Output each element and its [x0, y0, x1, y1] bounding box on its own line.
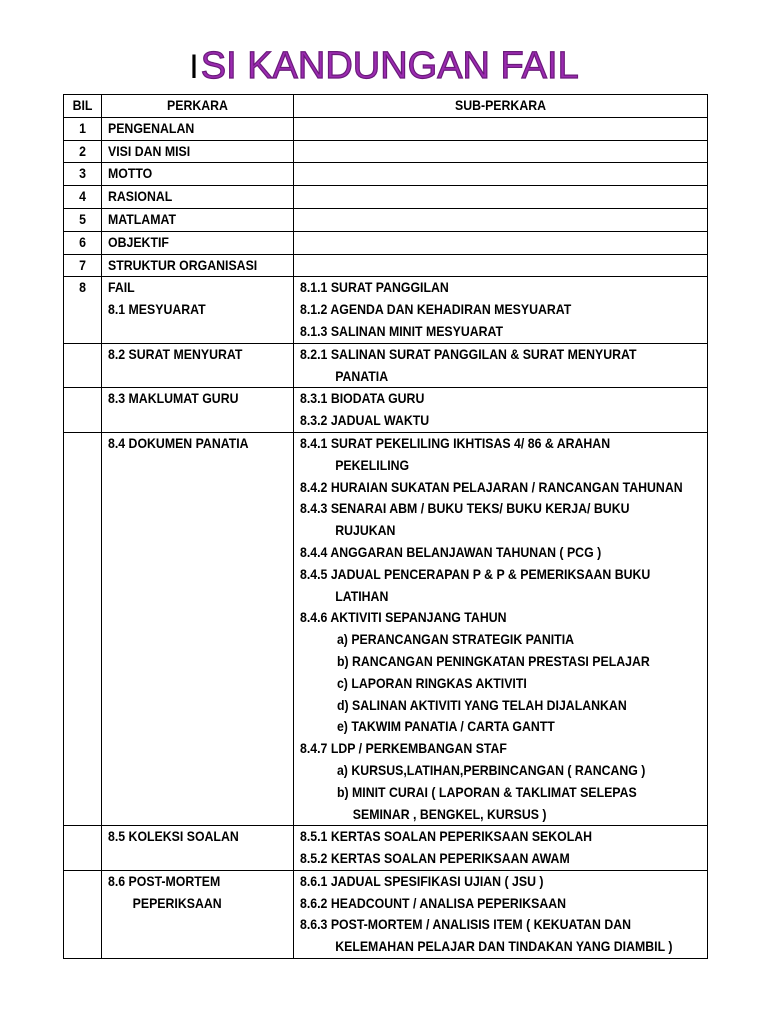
- bil-cell: 2: [64, 140, 102, 163]
- bil-cell: 3: [64, 163, 102, 186]
- perkara-cell: 8.4 DOKUMEN PANATIA: [102, 432, 294, 825]
- header-bil: BIL: [64, 95, 102, 118]
- table-row-surat-menyurat: [64, 343, 708, 388]
- sub-perkara-cell: [294, 231, 708, 254]
- sub-perkara-cell: 8.5.1 KERTAS SOALAN PEPERIKSAAN SEKOLAH 8.5.2 KERTAS SOALAN PEPERIKSAAN AWAM: [294, 826, 708, 871]
- perkara-cell: STRUKTUR ORGANISASI: [102, 254, 294, 277]
- table-row-dokumen-panatia: [64, 432, 708, 825]
- header-sub-perkara: SUB-PERKARA: [294, 95, 708, 118]
- bil-cell: [64, 432, 102, 825]
- table-row-fail-mesyuarat: [64, 277, 708, 343]
- bil-cell: [64, 388, 102, 433]
- perkara-cell: RASIONAL: [102, 186, 294, 209]
- bil-cell: 1: [64, 117, 102, 140]
- perkara-cell: 8.6 POST-MORTEM PEPERIKSAAN: [102, 870, 294, 958]
- bil-cell: [64, 826, 102, 871]
- bil-cell: 7: [64, 254, 102, 277]
- table-row: [64, 231, 708, 254]
- title-text: SI KANDUNGAN FAIL: [200, 45, 579, 87]
- table-row: [64, 208, 708, 231]
- perkara-cell: PENGENALAN: [102, 117, 294, 140]
- sub-perkara-cell: [294, 117, 708, 140]
- bil-cell: [64, 870, 102, 958]
- title-first-letter: I: [189, 48, 199, 86]
- bil-cell: 8: [64, 277, 102, 343]
- sub-perkara-cell: 8.1.1 SURAT PANGGILAN 8.1.2 AGENDA DAN KEHADIRAN MESYUARAT 8.1.3 SALINAN MINIT MESYUARAT: [294, 277, 708, 343]
- sub-perkara-cell: [294, 163, 708, 186]
- table-row: [64, 254, 708, 277]
- perkara-cell: MATLAMAT: [102, 208, 294, 231]
- header-row: [64, 95, 708, 118]
- table-row: [64, 117, 708, 140]
- bil-cell: 5: [64, 208, 102, 231]
- sub-perkara-cell: 8.3.1 BIODATA GURU 8.3.2 JADUAL WAKTU: [294, 388, 708, 433]
- perkara-cell: MOTTO: [102, 163, 294, 186]
- perkara-cell: VISI DAN MISI: [102, 140, 294, 163]
- perkara-cell: OBJEKTIF: [102, 231, 294, 254]
- perkara-cell: 8.3 MAKLUMAT GURU: [102, 388, 294, 433]
- sub-perkara-cell: [294, 186, 708, 209]
- bil-cell: 4: [64, 186, 102, 209]
- table-row-maklumat-guru: [64, 388, 708, 433]
- perkara-cell: 8.2 SURAT MENYURAT: [102, 343, 294, 388]
- sub-perkara-cell: [294, 140, 708, 163]
- bil-cell: [64, 343, 102, 388]
- document-title: [0, 38, 768, 95]
- table-row-koleksi-soalan: [64, 826, 708, 871]
- sub-perkara-cell: 8.4.1 SURAT PEKELILING IKHTISAS 4/ 86 & ARAHAN PEKELILING 8.4.2 HURAIAN SUKATAN PELAJARAN / RANCANGAN TAHUNAN 8.4.3 SENARAI ABM / BUKU TEKS/ BUKU KERJA/ BUKU RUJUKAN 8.4.4 ANGGARAN BELANJAWAN TAHUNAN ( PCG ) 8.4.5 JADUAL PENCERAPAN P & P & PEMERIKSAAN BUKU LATIHAN 8.4.6 AKTIVITI SEPANJANG TAHUN a) PERANCANGAN STRATEGIK PANITIA b) RANCANGAN PENINGKATAN PRESTASI PELAJAR c) LAPORAN RINGKAS AKTIVITI d) SALINAN AKTIVITI YANG TELAH DIJALANKAN e) TAKWIM PANATIA / CARTA GANTT 8.4.7 LDP / PERKEMBANGAN STAF a) KURSUS,LATIHAN,PERBINCANGAN ( RANCANG ) b) MINIT CURAI ( LAPORAN & TAKLIMAT SELEPAS SEMINAR , BENGKEL, KURSUS ): [294, 432, 708, 825]
- header-perkara: PERKARA: [102, 95, 294, 118]
- table-row: [64, 140, 708, 163]
- table-row: [64, 163, 708, 186]
- sub-perkara-cell: [294, 254, 708, 277]
- perkara-cell: FAIL 8.1 MESYUARAT: [102, 277, 294, 343]
- table-row-post-mortem: [64, 870, 708, 958]
- sub-perkara-cell: 8.6.1 JADUAL SPESIFIKASI UJIAN ( JSU ) 8.6.2 HEADCOUNT / ANALISA PEPERIKSAAN 8.6.3 POST-MORTEM / ANALISIS ITEM ( KEKUATAN DAN KELEMAHAN PELAJAR DAN TINDAKAN YANG DIAMBIL ): [294, 870, 708, 958]
- perkara-cell: 8.5 KOLEKSI SOALAN: [102, 826, 294, 871]
- sub-perkara-cell: [294, 208, 708, 231]
- sub-perkara-cell: 8.2.1 SALINAN SURAT PANGGILAN & SURAT MENYURAT PANATIA: [294, 343, 708, 388]
- bil-cell: 6: [64, 231, 102, 254]
- contents-table: [63, 94, 708, 959]
- table-row: [64, 186, 708, 209]
